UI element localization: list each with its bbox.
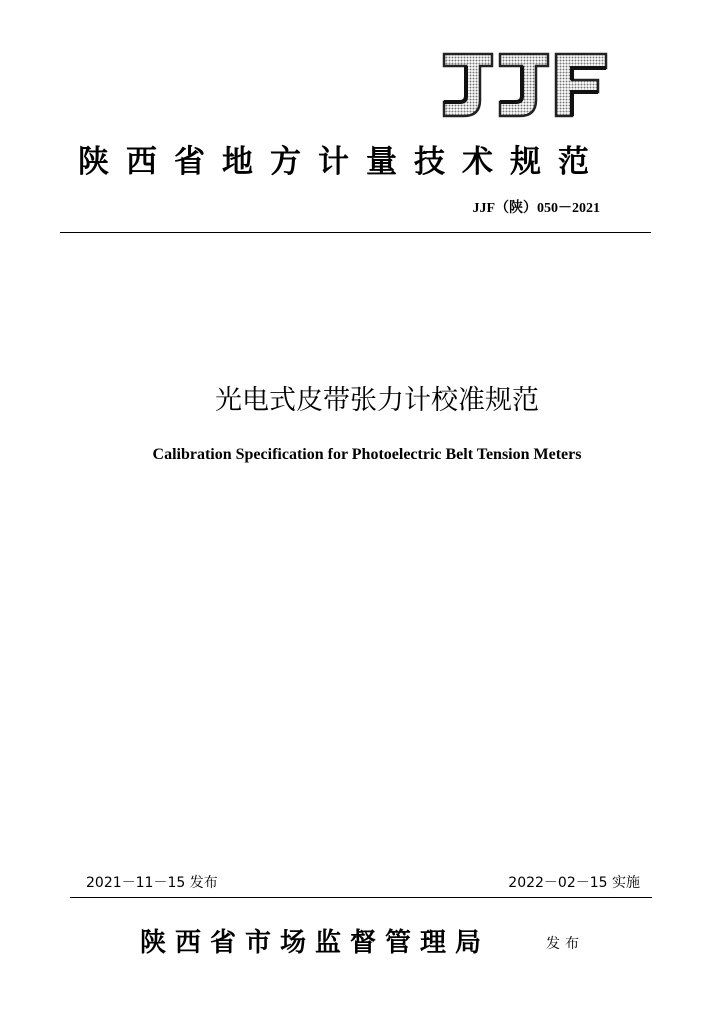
logo-letter-f [556, 54, 606, 116]
logo-letter-j1 [444, 54, 492, 116]
document-title-chinese: 光电式皮带张力计校准规范 [215, 385, 539, 416]
implementation-date: 2022－02－15 实施 [508, 875, 640, 891]
logo-letter-j2 [500, 54, 548, 116]
header-divider [60, 232, 651, 233]
jjf-logo [436, 50, 610, 120]
footer-divider [70, 897, 652, 898]
document-title-english: Calibration Specification for Photoelectric Belt Tension Meters [152, 446, 582, 463]
issue-date: 2021－11－15 发布 [86, 875, 218, 891]
standard-number: JJF（陕）050－2021 [472, 201, 600, 216]
issue-word: 发布 [546, 936, 584, 952]
region-spec-title: 陕西省地方计量技术规范 [78, 144, 606, 180]
issuing-authority: 陕西省市场监督管理局 [140, 928, 491, 958]
